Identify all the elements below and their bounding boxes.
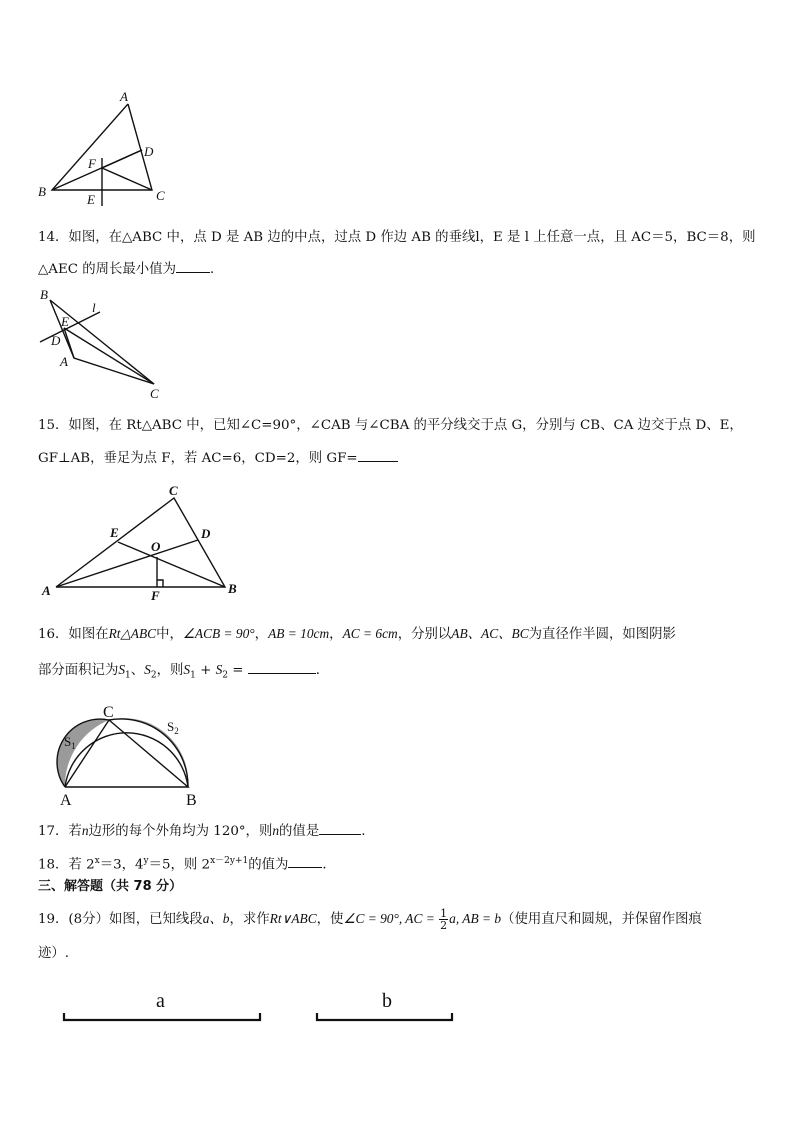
q19-condition: ∠C = 90°, AC = [343, 911, 439, 926]
label-b: B [228, 581, 237, 596]
q15-text-1: 15．如图，在 Rt△ABC 中，已知∠C=90°，∠CAB 与∠CBA 的平分线交于点 G，分别与 CB、CA 边交于点 D、E， [38, 418, 743, 433]
q16-s2: S [144, 662, 151, 677]
label-d: D [51, 333, 61, 348]
triangle-abc [50, 300, 154, 384]
q18-exp-x: x [94, 856, 100, 866]
question-18 [38, 851, 768, 875]
label-c: C [156, 188, 165, 203]
q16-condition-ab: AB = 10cm [268, 626, 330, 641]
label-b: B [40, 287, 48, 302]
q14-end: ． [209, 262, 224, 277]
fraction-num: 1 [440, 907, 448, 920]
figure-q16 [46, 700, 216, 810]
q16-condition-ac: AC = 6cm [342, 626, 398, 641]
q17-mid: 边形的每个外角均为 120°，则 [88, 824, 273, 839]
q16-sum-s2: S [215, 662, 223, 677]
q14-text-2: △AEC 的周长最小值为 [38, 262, 176, 277]
right-angle-mark [157, 580, 163, 587]
label-c: C [169, 483, 178, 498]
q16-sum-s1: S [183, 662, 191, 677]
q17-end: . [361, 824, 366, 839]
triangle-abc [56, 498, 225, 587]
question-14-line2 [38, 258, 768, 280]
q19-ab: a、b [202, 911, 230, 926]
q16-mid1: 中， [156, 627, 183, 642]
q17-tail: 的值是 [279, 824, 320, 839]
q16-tail: 为直径作半圆，如图阴影 [528, 627, 676, 642]
q16-s1: S [118, 662, 126, 677]
segment-b [317, 1013, 452, 1020]
question-16-line1 [38, 624, 768, 645]
q16-mid2: ，分别以 [397, 627, 452, 642]
q16-triangle: Rt△ABC [108, 626, 157, 641]
q15-text-2: GF⊥AB，垂足为点 F，若 AC=6，CD=2，则 GF= [38, 451, 358, 466]
question-19-line2 [38, 944, 768, 964]
q16-sum-sub2: 2 [222, 670, 228, 681]
label-e: E [110, 525, 119, 540]
label-l: l [92, 300, 96, 315]
label-segment-a: a [156, 990, 165, 1012]
label-a: A [120, 89, 128, 104]
label-e: E [61, 314, 69, 329]
segment-fc [102, 168, 152, 190]
q16-plus: + [195, 663, 216, 678]
shaded-s1 [57, 719, 109, 787]
q18-mid: ＝3，4 [99, 857, 144, 873]
segment-a [64, 1013, 260, 1020]
segment-ec [64, 328, 154, 384]
question-17 [38, 820, 768, 842]
label-a: A [60, 354, 68, 369]
segment-ad [56, 540, 198, 587]
q18-prefix: 18．若 2 [38, 857, 95, 873]
answer-blank-14[interactable] [176, 258, 210, 273]
figure-q14 [34, 286, 174, 404]
q18-end: ． [322, 857, 336, 873]
q16-s2-sub: 2 [150, 670, 157, 681]
question-15-line1 [38, 416, 768, 436]
q16-eq: = [228, 663, 248, 678]
q14-text-1: 14．如图，在△ABC 中，点 D 是 AB 边的中点，过点 D 作边 AB 的垂线l，E 是 l 上任意一点，且 AC＝5，BC＝8，则 [38, 230, 756, 245]
label-a: A [60, 792, 72, 809]
figure-q19-segments [56, 985, 466, 1030]
q19-text-2: 迹）. [38, 946, 70, 961]
q17-n2: n [272, 823, 280, 838]
question-19-line1 [38, 908, 768, 931]
q18-tail: 的值为 [248, 857, 289, 873]
label-d: D [201, 526, 211, 541]
q16-prefix: 16．如图在 [38, 627, 109, 642]
label-o: O [151, 539, 161, 554]
q16-sides: AB、AC、BC [451, 626, 529, 641]
section-heading-3: 三、解答题（共 78 分） [38, 879, 183, 894]
answer-blank-18[interactable] [288, 853, 322, 868]
label-f: F [88, 156, 96, 171]
label-b: B [38, 184, 46, 199]
q16-sep1: ， [254, 627, 269, 642]
figure-q15 [38, 480, 248, 605]
q19-mid2: ，使 [316, 912, 344, 927]
label-a: A [42, 583, 51, 598]
label-e: E [87, 192, 95, 207]
q16-end: ． [315, 663, 330, 678]
fraction-den: 2 [440, 919, 448, 932]
figure-q13 [30, 88, 180, 213]
label-f: F [151, 588, 160, 603]
q18-exp-combo: x－2y+1 [210, 856, 249, 866]
q16-line2b: ，则 [156, 663, 184, 678]
label-s1: $S_1$ [64, 734, 76, 751]
question-16-line2 [38, 659, 768, 686]
label-c: C [103, 704, 114, 721]
answer-blank-15[interactable] [358, 447, 398, 462]
q16-condition-angle: ∠ACB = 90° [182, 626, 255, 641]
q18-mid2: ＝5，则 2 [148, 857, 211, 873]
segment-fd [102, 150, 142, 168]
label-b: B [186, 792, 197, 809]
answer-blank-16[interactable] [248, 659, 316, 674]
label-s2: $S_2$ [167, 719, 179, 736]
label-d: D [144, 144, 154, 159]
fraction-one-half [439, 908, 448, 931]
q17-n: n [81, 823, 89, 838]
q16-s1-sub: 1 [125, 670, 131, 681]
label-segment-b: b [382, 990, 392, 1012]
question-14-line1 [38, 228, 768, 248]
q16-sep2: ， [329, 627, 343, 642]
q18-exp-y: y [143, 856, 149, 866]
q19-mid1: ，求作 [229, 912, 270, 927]
question-15-line2 [38, 447, 768, 469]
q16-sep3: 、 [130, 663, 145, 678]
q17-prefix: 17．若 [38, 824, 82, 839]
q16-sum-sub1: 1 [190, 670, 196, 681]
q19-triangle: Rt∨ABC [269, 911, 317, 926]
q16-line2a: 部分面积记为 [38, 663, 119, 678]
q19-prefix: 19．(8分）如图，已知线段 [38, 912, 203, 927]
label-c: C [150, 386, 159, 401]
q19-condition2: a, AB = b [449, 911, 502, 926]
answer-blank-17[interactable] [319, 820, 361, 835]
q19-tail: （使用直尺和圆规，并保留作图痕 [501, 912, 702, 927]
